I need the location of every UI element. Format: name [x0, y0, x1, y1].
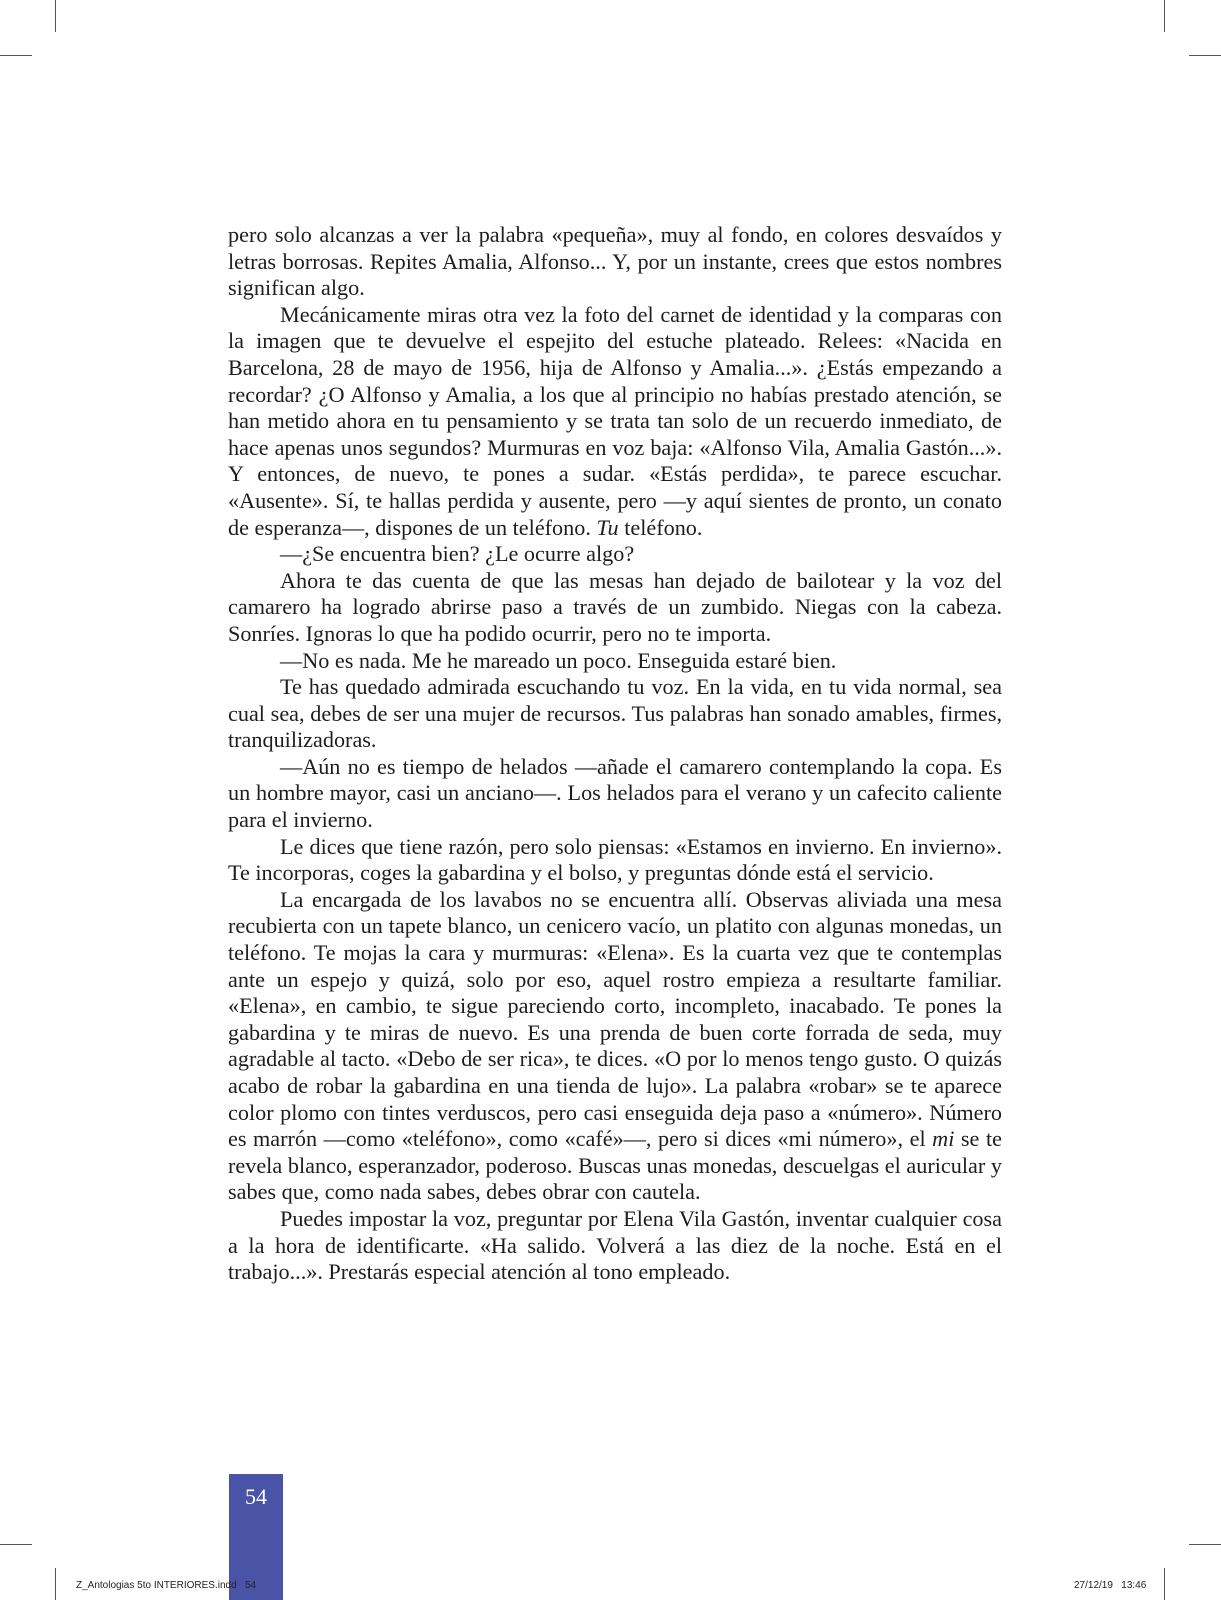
paragraph — [228, 1206, 1002, 1286]
italic-run: Tu — [596, 514, 619, 540]
crop-mark-bottom-left-horizontal — [0, 1544, 32, 1545]
slug-filename: Z_Antologias 5to INTERIORES.indd 54 — [76, 1580, 257, 1591]
crop-mark-bottom-right-horizontal — [1189, 1544, 1221, 1545]
body-text — [228, 222, 1002, 1286]
text-run: —¿Se encuentra bien? ¿Le ocurre algo? — [280, 541, 635, 567]
paragraph — [228, 568, 1002, 648]
text-run: Mecánicamente miras otra vez la foto del carnet de identidad y la comparas con la imagen que te devuelve el espejito del estuche plateado. Relees: «Nacida en Barcelona, 28 de mayo de 1956, hija de Alfonso y Amalia...». ¿Estás empezando a recordar? ¿O Alfonso y Amalia, a los que al principio no habías prestado atención, se han metido ahora en tu pensamiento y se trata tan solo de un recuerdo inmediato, de hace apenas unos segundos? Murmuras en voz baja: «Alfonso Vila, Amalia Gastón...». Y entonces, de nuevo, te pones a sudar. «Estás perdida», te parece escuchar. «Ausente». Sí, te hallas perdida y ausente, pero —y aquí sientes de pronto, un conato de esperanza—, dispones de un teléfono. — [228, 301, 1002, 540]
text-run: teléfono. — [618, 514, 703, 540]
text-run: Ahora te das cuenta de que las mesas han dejado de bailotear y la voz del camarero ha logrado abrirse paso a través de un zumbido. Niegas con la cabeza. Sonríes. Ignoras lo que ha podido ocurrir, pero no te importa. — [228, 567, 1002, 646]
text-run: La encargada de los lavabos no se encuentra allí. Observas aliviada una mesa recubierta con un tapete blanco, un cenicero vacío, un platito con algunas monedas, un teléfono. Te mojas la cara y murmuras: «Elena». Es la cuarta vez que te contemplas ante un espejo y quizá, solo por eso, aquel rostro empieza a resultarte familiar. «Elena», en cambio, te sigue pareciendo corto, incompleto, inacabado. Te pones la gabardina y te miras de nuevo. Es una prenda de buen corte forrada de seda, muy agradable al tacto. «Debo de ser rica», te dices. «O por lo menos tengo gusto. O quizás acabo de robar la gabardina en una tienda de lujo». La palabra «robar» se te aparece color plomo con tintes verduscos, pero casi enseguida deja paso a «número». Número es marrón —como «teléfono», como «café»—, pero si dices «mi número», el — [228, 886, 1002, 1152]
paragraph — [228, 541, 1002, 568]
text-run: —No es nada. Me he mareado un poco. Enseguida estaré bien. — [280, 647, 837, 673]
text-run: pero solo alcanzas a ver la palabra «pequeña», muy al fondo, en colores desvaídos y letras borrosas. Repites Amalia, Alfonso... Y, por un instante, crees que estos nombres significan algo. — [228, 222, 1002, 301]
crop-mark-bottom-right-vertical — [1164, 1568, 1165, 1600]
italic-run: mi — [932, 1126, 955, 1152]
paragraph — [228, 887, 1002, 1206]
page-number: 54 — [245, 1484, 267, 1509]
paragraph — [228, 648, 1002, 675]
text-run: —Aún no es tiempo de helados —añade el camarero contemplando la copa. Es un hombre mayor, casi un anciano—. Los helados para el verano y un cafecito caliente para el invierno. — [228, 753, 1002, 833]
paragraph — [228, 302, 1002, 541]
paragraph — [228, 222, 1002, 302]
crop-mark-top-right-vertical — [1164, 0, 1165, 32]
paragraph — [228, 754, 1002, 834]
paragraph — [228, 674, 1002, 754]
text-run: Le dices que tiene razón, pero solo piensas: «Estamos en invierno. En invierno». Te incorporas, coges la gabardina y el bolso, y preguntas dónde está el servicio. — [228, 833, 1002, 886]
slug-datetime: 27/12/19 13:46 — [1074, 1580, 1147, 1591]
text-run: Puedes impostar la voz, preguntar por Elena Vila Gastón, inventar cualquier cosa a la hora de identificarte. «Ha salido. Volverá a las diez de la noche. Está en el trabajo...». Prestarás especial atención al tono empleado. — [228, 1205, 1002, 1285]
crop-mark-bottom-left-vertical — [55, 1568, 56, 1600]
text-run: Te has quedado admirada escuchando tu voz. En la vida, en tu vida normal, sea cual sea, debes de ser una mujer de recursos. Tus palabras han sonado amables, firmes, tranquilizadoras. — [228, 674, 1002, 753]
paragraph — [228, 834, 1002, 887]
text-run: se te revela blanco, esperanzador, poderoso. Buscas unas monedas, descuelgas el auricular y sabes que, como nada sabes, debes obrar con cautela. — [228, 1126, 1002, 1205]
crop-mark-top-left-vertical — [55, 0, 56, 32]
crop-mark-top-left-horizontal — [0, 55, 32, 56]
crop-mark-top-right-horizontal — [1189, 55, 1221, 56]
